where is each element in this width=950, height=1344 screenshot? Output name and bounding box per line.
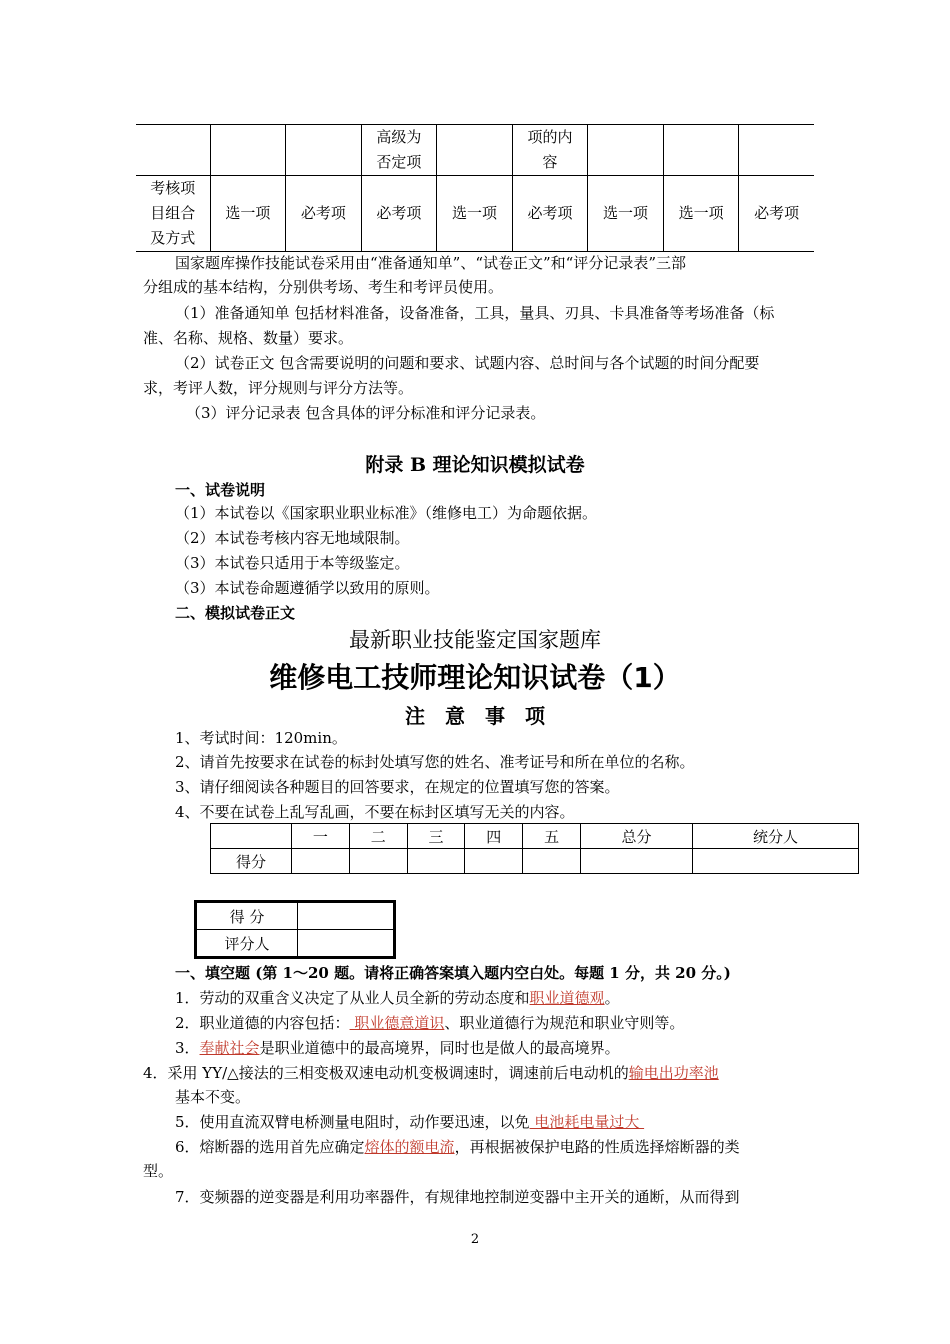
question-5 [175, 1111, 644, 1132]
table-cell: 高级为 否定项 [361, 125, 437, 176]
table-header: 一 [292, 824, 350, 849]
table-cell: 必考项 [512, 176, 588, 252]
intro-paragraph: （3）评分记录表 包含具体的评分标准和评分记录表。 [186, 404, 546, 422]
section-heading: 一、试卷说明 [175, 481, 266, 499]
table-cell: 考核项 目组合 及方式 [136, 176, 210, 252]
score-cell[interactable] [523, 849, 581, 874]
score-cell[interactable] [465, 849, 523, 874]
exam-title: 维修电工技师理论知识试卷（1） [269, 661, 681, 694]
notice-item: 4、不要在试卷上乱写乱画，不要在标封区填写无关的内容。 [175, 803, 575, 821]
intro-paragraph: 分组成的基本结构，分别供考场、考生和考评员使用。 [143, 278, 504, 296]
question-text: 1．劳动的双重含义决定了从业人员全新的劳动态度和 [175, 989, 530, 1007]
intro-paragraph: 求，考评人数，评分规则与评分方法等。 [143, 379, 414, 397]
table-cell [663, 125, 739, 176]
table-cell: 得 分 [196, 902, 298, 930]
notice-item: 2、请首先按要求在试卷的标封处填写您的姓名、准考证号和所在单位的名称。 [175, 753, 695, 771]
table-cell: 选一项 [588, 176, 664, 252]
notice-heading: 注 意 事 项 [405, 704, 545, 728]
intro-paragraph: 国家题库操作技能试卷采用由“准备通知单”、“试卷正文”和“评分记录表”三部 [175, 254, 687, 272]
table-row [136, 176, 814, 252]
table-cell: 选一项 [663, 176, 739, 252]
score-cell[interactable] [580, 849, 692, 874]
table-cell [210, 125, 286, 176]
table-cell: 必考项 [361, 176, 437, 252]
section-heading: 二、模拟试卷正文 [175, 604, 296, 622]
table-row [211, 824, 859, 849]
answer-text: 职业德意道识 [349, 1014, 445, 1032]
notice-item: 3、请仔细阅读各种题目的回答要求，在规定的位置填写您的答案。 [175, 778, 620, 796]
question-1 [175, 987, 620, 1008]
question-text: 4．采用 YY/△接法的三相变极双速电动机变极调速时，调速前后电动机的 [143, 1064, 629, 1082]
table-cell [286, 125, 362, 176]
exam-subtitle: 最新职业技能鉴定国家题库 [349, 628, 601, 652]
table-cell [739, 125, 814, 176]
answer-text: 电池耗电量过大 [529, 1113, 645, 1131]
list-item: （3）本试卷只适用于本等级鉴定。 [175, 554, 410, 572]
grader-table [194, 900, 396, 959]
table-header [211, 824, 292, 849]
table-row [196, 902, 395, 930]
table-cell: 评分人 [196, 930, 298, 958]
question-6-cont: 型。 [143, 1162, 174, 1180]
question-text: 5．使用直流双臂电桥测量电阻时，动作要迅速，以免 [175, 1113, 530, 1131]
table-header: 总分 [580, 824, 692, 849]
list-item: （1）本试卷以《国家职业职业标准》（维修电工）为命题依据。 [175, 504, 598, 522]
question-7: 7．变频器的逆变器是利用功率器件，有规律地控制逆变器中主开关的通断，从而得到 [175, 1188, 740, 1206]
score-table [210, 823, 859, 874]
score-cell[interactable] [298, 902, 395, 930]
exam-composition-table [136, 124, 814, 252]
table-cell: 选一项 [437, 176, 513, 252]
score-cell[interactable] [692, 849, 858, 874]
appendix-title: 附录 B 理论知识模拟试卷 [365, 454, 585, 476]
table-cell [136, 125, 210, 176]
answer-text: 奉献社会 [199, 1039, 260, 1057]
table-row [136, 125, 814, 176]
table-row [196, 930, 395, 958]
table-cell: 选一项 [210, 176, 286, 252]
question-text: 6．熔断器的选用首先应确定 [175, 1138, 365, 1156]
table-row [211, 849, 859, 874]
questions-heading: 一、填空题 (第 1～20 题。请将正确答案填入题内空白处。每题 1 分，共 20 分。) [175, 964, 731, 982]
table-header: 统分人 [692, 824, 858, 849]
table-cell [437, 125, 513, 176]
question-text: 是职业道德中的最高境界，同时也是做人的最高境界。 [259, 1039, 620, 1057]
table-cell: 必考项 [286, 176, 362, 252]
table-cell [588, 125, 664, 176]
intro-paragraph: （2）试卷正文 包含需要说明的问题和要求、试题内容、总时间与各个试题的时间分配要 [175, 354, 760, 372]
notice-item: 1、考试时间：120min。 [175, 729, 347, 747]
question-2 [175, 1012, 684, 1033]
table-cell: 得分 [211, 849, 292, 874]
grader-cell[interactable] [298, 930, 395, 958]
question-text: 。 [604, 989, 620, 1007]
question-text: ，再根据被保护电路的性质选择熔断器的类 [454, 1138, 740, 1156]
answer-text: 熔体的额电流 [364, 1138, 455, 1156]
question-text: 3． [175, 1039, 200, 1057]
answer-text: 输电出功率池 [628, 1064, 719, 1082]
table-header: 五 [523, 824, 581, 849]
question-text: 2．职业道德的内容包括： [175, 1014, 350, 1032]
score-cell[interactable] [292, 849, 350, 874]
page-number: 2 [470, 1232, 480, 1247]
question-4-cont: 基本不变。 [175, 1088, 251, 1106]
intro-paragraph: （1）准备通知单 包括材料准备，设备准备，工具，量具、刃具、卡具准备等考场准备（标 [175, 304, 775, 322]
table-header: 三 [407, 824, 465, 849]
table-cell: 项的内 容 [512, 125, 588, 176]
question-4 [143, 1062, 719, 1083]
score-cell[interactable] [349, 849, 407, 874]
table-header: 四 [465, 824, 523, 849]
question-3 [175, 1037, 620, 1058]
intro-paragraph: 准、名称、规格、数量）要求。 [143, 329, 354, 347]
table-header: 二 [349, 824, 407, 849]
list-item: （3）本试卷命题遵循学以致用的原则。 [175, 579, 440, 597]
question-text: 、职业道德行为规范和职业守则等。 [444, 1014, 685, 1032]
question-6 [175, 1136, 740, 1157]
table-cell: 必考项 [739, 176, 814, 252]
list-item: （2）本试卷考核内容无地域限制。 [175, 529, 410, 547]
score-cell[interactable] [407, 849, 465, 874]
answer-text: 职业道德观 [529, 989, 605, 1007]
